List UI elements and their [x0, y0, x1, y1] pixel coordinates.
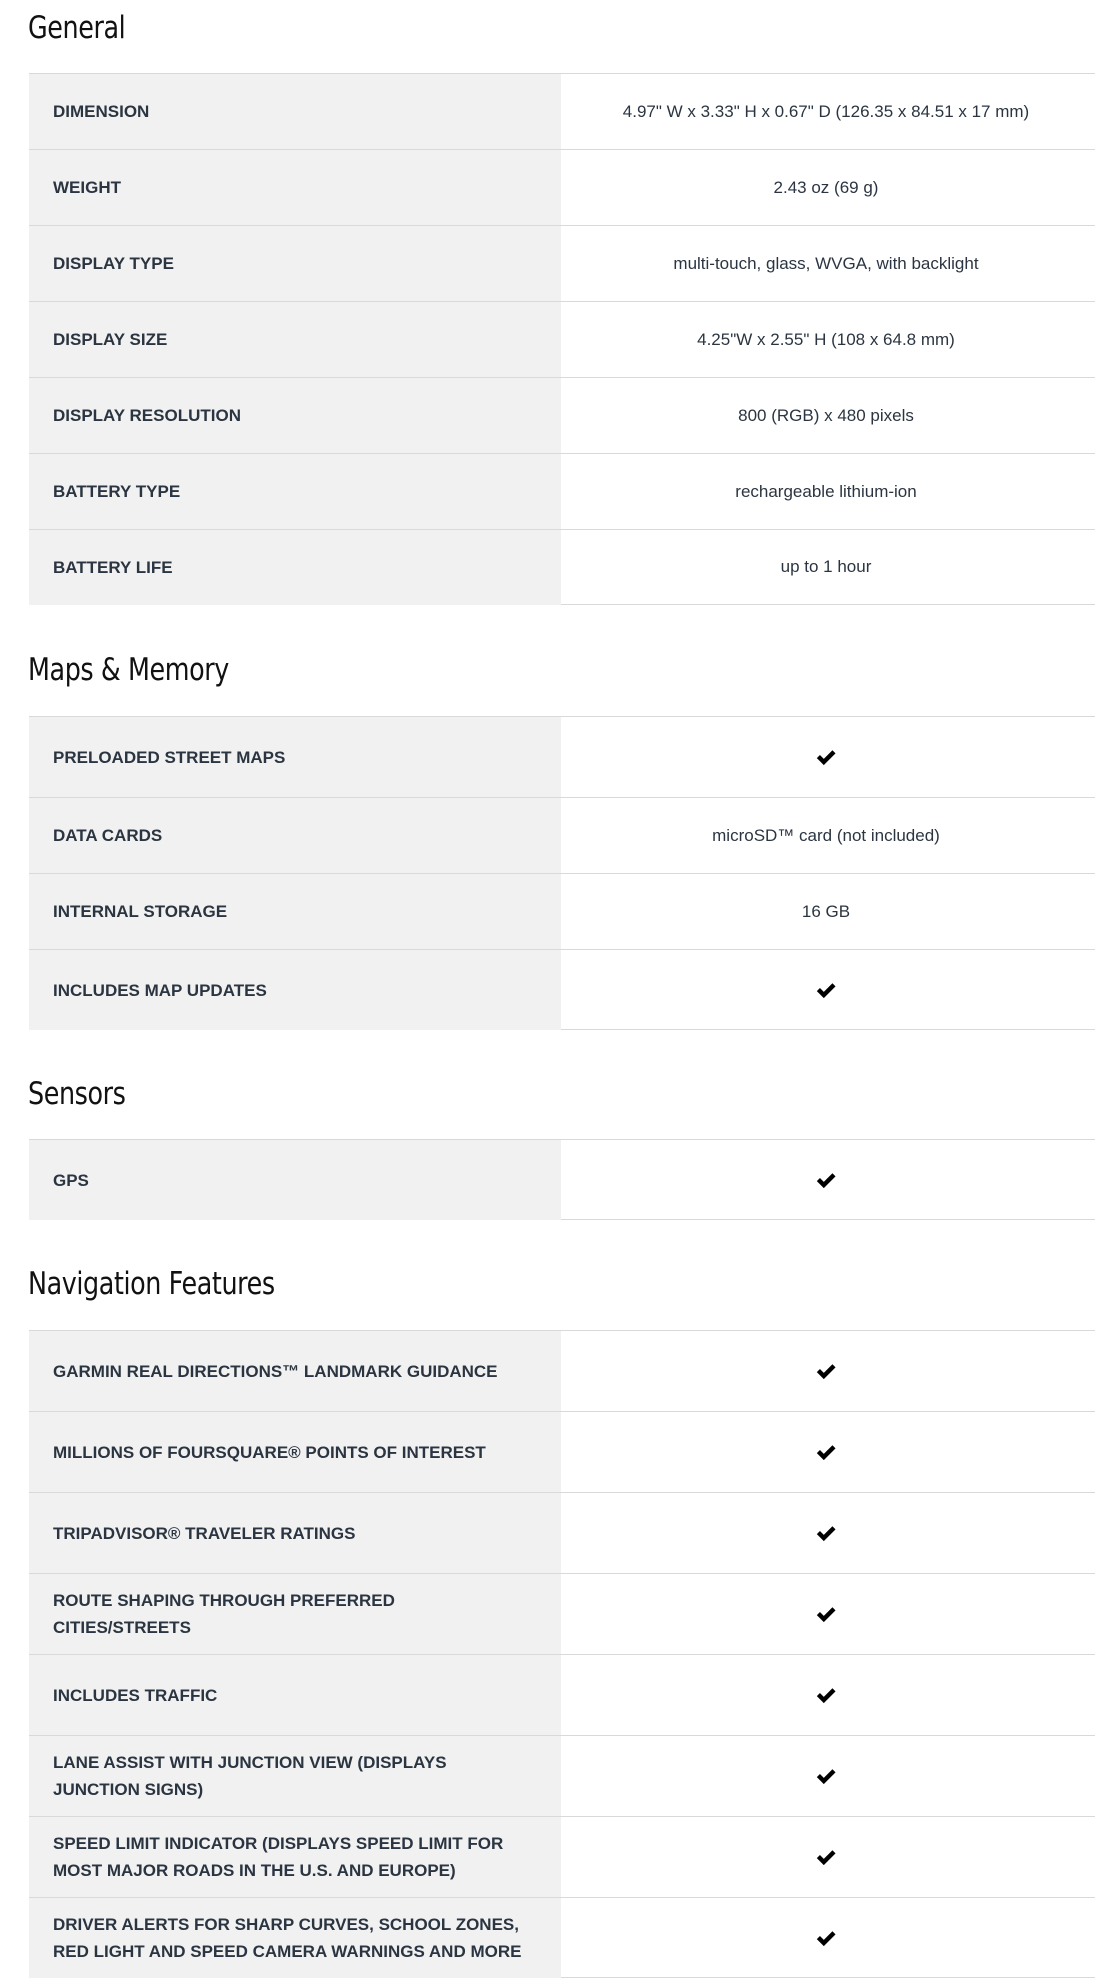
- spec-value: [561, 1331, 1095, 1411]
- check-icon: [815, 746, 837, 768]
- spec-label: INTERNAL STORAGE: [29, 874, 561, 949]
- spec-value: 4.97" W x 3.33" H x 0.67" D (126.35 x 84.51 x 17 mm): [622, 101, 1030, 121]
- spec-row-dimension: [29, 74, 1095, 150]
- spec-label: INCLUDES MAP UPDATES: [29, 950, 561, 1030]
- spec-value: rechargeable lithium-ion: [735, 481, 917, 501]
- spec-row-driver-alerts: [29, 1898, 1095, 1978]
- spec-label: DRIVER ALERTS FOR SHARP CURVES, SCHOOL ZONES, RED LIGHT AND SPEED CAMERA WARNINGS AND MORE: [29, 1898, 561, 1978]
- spec-label: LANE ASSIST WITH JUNCTION VIEW (DISPLAYS JUNCTION SIGNS): [29, 1736, 561, 1816]
- spec-value: 16 GB: [801, 901, 851, 921]
- spec-row-data-cards: [29, 798, 1095, 874]
- spec-label: SPEED LIMIT INDICATOR (DISPLAYS SPEED LIMIT FOR MOST MAJOR ROADS IN THE U.S. AND EUROPE): [29, 1817, 561, 1897]
- spec-value: up to 1 hour: [561, 530, 1095, 605]
- spec-label: INCLUDES TRAFFIC: [29, 1655, 561, 1735]
- spec-table-sensors: [29, 1139, 1095, 1220]
- check-icon: [815, 1765, 837, 1787]
- spec-value: [561, 950, 1095, 1030]
- spec-value: [561, 1140, 1095, 1220]
- spec-row-display-type: [29, 226, 1095, 302]
- spec-row-internal-storage: [29, 874, 1095, 950]
- spec-value: [561, 1493, 1095, 1573]
- spec-row-route-shaping: [29, 1574, 1095, 1655]
- spec-label: TRIPADVISOR® TRAVELER RATINGS: [29, 1493, 561, 1573]
- check-icon: [815, 1927, 837, 1949]
- spec-label: GARMIN REAL DIRECTIONS™ LANDMARK GUIDANCE: [29, 1331, 561, 1411]
- spec-table-general: [29, 73, 1095, 605]
- spec-value: multi-touch, glass, WVGA, with backlight: [673, 253, 979, 273]
- spec-label: DISPLAY RESOLUTION: [29, 378, 561, 453]
- spec-value: microSD™ card (not included): [712, 825, 940, 845]
- spec-value: 800 (RGB) x 480 pixels: [738, 405, 914, 425]
- spec-table-navigation-features: [29, 1330, 1095, 1978]
- spec-value: 4.25"W x 2.55" H (108 x 64.8 mm): [697, 329, 955, 349]
- spec-label: GPS: [29, 1140, 561, 1220]
- spec-value: 2.43 oz (69 g): [773, 177, 879, 197]
- spec-label: DIMENSION: [29, 74, 561, 149]
- spec-row-speed-limit-indicator: [29, 1817, 1095, 1898]
- spec-label: MILLIONS OF FOURSQUARE® POINTS OF INTEREST: [29, 1412, 561, 1492]
- check-icon: [815, 1846, 837, 1868]
- spec-row-includes-traffic: [29, 1655, 1095, 1736]
- section-title-general: General: [28, 10, 126, 46]
- spec-value: [561, 717, 1095, 797]
- check-icon: [815, 1522, 837, 1544]
- spec-row-weight: [29, 150, 1095, 226]
- spec-label: DISPLAY SIZE: [29, 302, 561, 377]
- spec-row-tripadvisor: [29, 1493, 1095, 1574]
- spec-value: [561, 1736, 1095, 1816]
- spec-row-includes-map-updates: [29, 950, 1095, 1030]
- spec-label: BATTERY LIFE: [29, 530, 561, 605]
- spec-row-preloaded-street-maps: [29, 717, 1095, 798]
- section-title-navigation-features: Navigation Features: [28, 1266, 275, 1302]
- spec-row-display-resolution: [29, 378, 1095, 454]
- check-icon: [815, 1684, 837, 1706]
- check-icon: [815, 1169, 837, 1191]
- check-icon: [815, 1360, 837, 1382]
- check-icon: [815, 1603, 837, 1625]
- spec-label: PRELOADED STREET MAPS: [29, 717, 561, 797]
- spec-value: [561, 1412, 1095, 1492]
- spec-value: [561, 1655, 1095, 1735]
- spec-row-real-directions: [29, 1331, 1095, 1412]
- section-title-sensors: Sensors: [28, 1076, 126, 1112]
- spec-row-battery-life: [29, 530, 1095, 605]
- spec-label: ROUTE SHAPING THROUGH PREFERRED CITIES/STREETS: [29, 1574, 561, 1654]
- spec-value: [561, 1817, 1095, 1897]
- spec-row-lane-assist: [29, 1736, 1095, 1817]
- spec-row-foursquare: [29, 1412, 1095, 1493]
- check-icon: [815, 1441, 837, 1463]
- spec-table-maps-memory: [29, 716, 1095, 1030]
- check-icon: [815, 979, 837, 1001]
- spec-value: [561, 1574, 1095, 1654]
- spec-row-display-size: [29, 302, 1095, 378]
- spec-label: DISPLAY TYPE: [29, 226, 561, 301]
- spec-label: WEIGHT: [29, 150, 561, 225]
- spec-label: BATTERY TYPE: [29, 454, 561, 529]
- spec-row-gps: [29, 1140, 1095, 1220]
- spec-row-battery-type: [29, 454, 1095, 530]
- section-title-maps-memory: Maps & Memory: [28, 652, 229, 688]
- spec-label: DATA CARDS: [29, 798, 561, 873]
- spec-value: [561, 1898, 1095, 1978]
